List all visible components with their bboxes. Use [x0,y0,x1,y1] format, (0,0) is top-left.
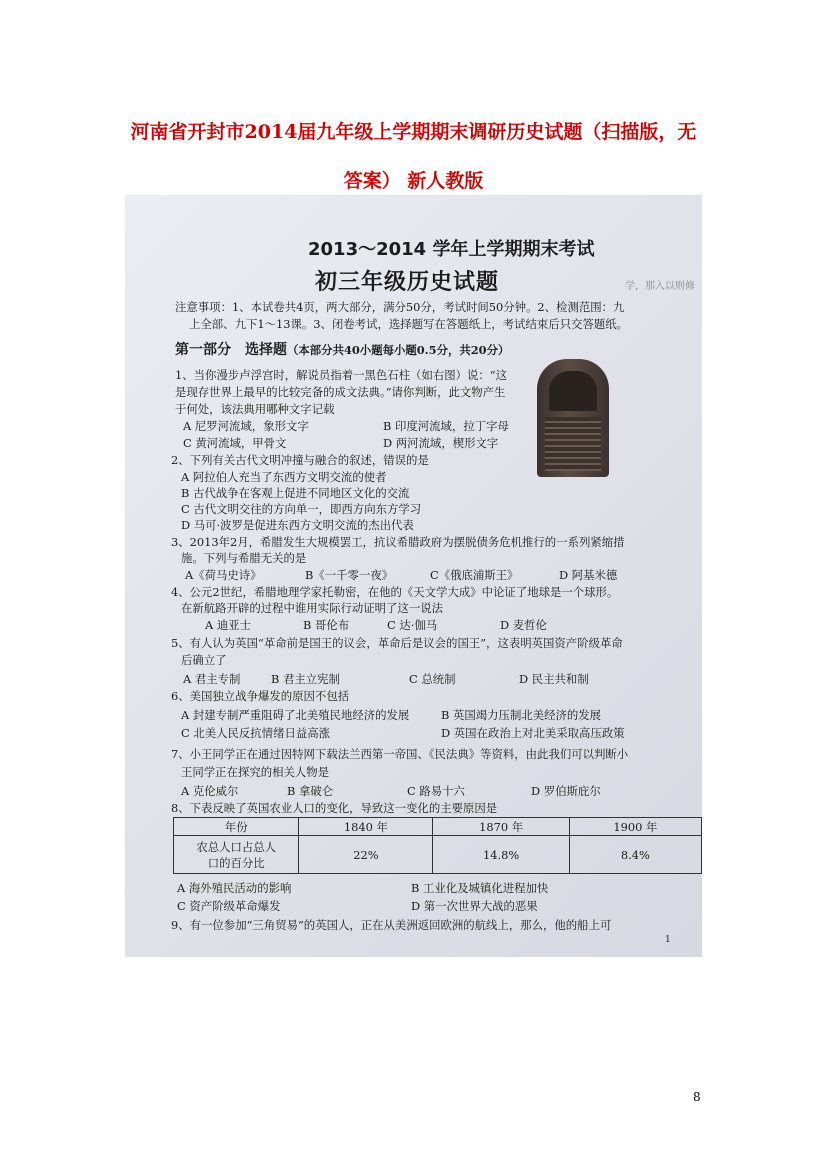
q1-option-d: D 两河流域，楔形文字 [383,436,499,450]
q7-line-2: 王同学正在探究的相关人物是 [181,765,330,779]
q1-line-2: 是现存世界上最早的比较完备的成文法典。”请你判断，此文物产生 [175,385,506,399]
title-line-1: 河南省开封市2014届九年级上学期期末调研历史试题（扫描版，无 [130,121,697,143]
table-row-label [174,836,299,874]
population-table [173,817,702,874]
table-cell: 22% [299,836,433,874]
q2-option-b: B 古代战争在客观上促进不同地区文化的交流 [181,486,410,500]
document-title [60,108,767,206]
q3-line-1: 3、2013年2月，希腊发生大规模罢工，抗议希腊政府为摆脱债务危机推行的一系列紧缩措 [171,535,625,549]
title-line-2: 答案） 新人教版 [343,170,484,192]
q4-line-2: 在新航路开辟的过程中谁用实际行动证明了这一说法 [181,601,443,615]
table-row [174,836,702,874]
q3-option-a: A《荷马史诗》 [185,568,262,582]
q8-stem: 8、下表反映了英国农业人口的变化，导致这一变化的主要原因是 [171,801,498,815]
row-label-line-1: 农总人口占总人 [196,839,277,854]
table-header-cell: 1840 年 [299,818,433,836]
q4-option-d: D 麦哲伦 [500,618,547,632]
q6-option-d: D 英国在政治上对北美采取高压政策 [441,726,625,740]
row-label-line-2: 口的百分比 [207,855,265,870]
q4-option-a: A 迪亚士 [205,618,252,632]
notice-line-1: 注意事项：1、本试卷共4页，两大部分，满分50分，考试时间50分钟。2、检测范围：九 [175,300,625,314]
section-note: （本部分共40小题每小题0.5分，共20分） [287,343,510,357]
q1-option-b: B 印度河流域，拉丁字母 [383,419,509,433]
q2-stem: 2、下列有关古代文明冲撞与融合的叙述，错误的是 [171,453,429,467]
stele-inscription [545,417,601,471]
table-header-row [174,818,702,836]
q2-option-d: D 马可·波罗是促进东西方文明交流的杰出代表 [181,518,414,532]
bleed-through-text: 学，那入以则修 [625,281,695,292]
notice-line-2: 上全部、九下1～13课。3、闭卷考试，选择题写在答题纸上，考试结束后只交答题纸。 [189,317,629,331]
q7-option-d: D 罗伯斯庇尔 [531,784,601,798]
q8-option-b: B 工业化及城镇化进程加快 [411,881,549,895]
q4-option-b: B 哥伦布 [303,618,350,632]
q7-option-b: B 拿破仑 [287,784,334,798]
q1-line-3: 于何处，该法典用哪种文字记载 [175,402,335,416]
q8-option-d: D 第一次世界大战的恶果 [411,899,538,913]
q4-line-1: 4、公元2世纪，希腊地理学家托勒密，在他的《天文学大成》中论证了地球是一个球形。 [171,585,619,599]
q1-line-1: 1、当你漫步卢浮宫时，解说员指着一黑色石柱（如右图）说：“这 [175,368,508,382]
q8-option-a: A 海外殖民活动的影响 [177,881,292,895]
q8-option-c: C 资产阶级革命爆发 [177,899,281,913]
q2-option-c: C 古代文明交往的方向单一，即西方向东方学习 [181,502,422,516]
scan-page-mark: 1 [665,935,671,945]
q1-option-c: C 黄河流域，甲骨文 [183,436,287,450]
table-cell: 14.8% [433,836,569,874]
table-header-cell: 1870 年 [433,818,569,836]
q5-option-b: B 君主立宪制 [271,672,340,686]
q7-line-1: 7、小王同学正在通过因特网下载法兰西第一帝国、《民法典》等资料，由此我们可以判断小 [171,747,629,761]
q3-option-c: C《俄底浦斯王》 [430,568,519,582]
table-header-cell: 年份 [174,818,299,836]
q3-option-b: B《一千零一夜》 [305,568,394,582]
q5-line-2: 后确立了 [181,653,227,667]
q3-option-d: D 阿基米德 [559,568,618,582]
section-heading [175,339,509,359]
q5-line-1: 5、有人认为英国“革命前是国王的议会，革命后是议会的国王”，这表明英国资产阶级革命 [171,636,623,650]
q3-line-2: 施。下列与希腊无关的是 [181,551,307,565]
exam-subtitle: 初三年级历史试题 [315,270,500,295]
section-title: 第一部分 选择题 [175,342,287,358]
q2-option-a: A 阿拉伯人充当了东西方文明交流的使者 [181,470,387,484]
table-cell: 8.4% [569,836,701,874]
q4-option-c: C 达·伽马 [387,618,438,632]
page-number: 8 [693,1090,701,1104]
q1-option-a: A 尼罗河流域，象形文字 [183,419,309,433]
q7-option-a: A 克伦威尔 [181,784,239,798]
q5-option-a: A 君主专制 [183,672,241,686]
q6-option-c: C 北美人民反抗情绪日益高涨 [181,726,331,740]
q5-option-d: D 民主共和制 [519,672,589,686]
q5-option-c: C 总统制 [409,672,456,686]
q7-option-c: C 路易十六 [407,784,465,798]
hammurabi-stele-image [537,359,609,477]
q9-stem: 9、有一位参加“三角贸易”的英国人，正在从美洲返回欧洲的航线上，那么，他的船上可 [171,918,612,932]
table-header-cell: 1900 年 [569,818,701,836]
q6-option-b: B 英国竭力压制北美经济的发展 [441,708,602,722]
stele-relief [549,371,597,411]
scanned-exam-page [125,195,702,957]
q6-stem: 6、美国独立战争爆发的原因不包括 [171,689,350,703]
exam-title: 2013～2014 学年上学期期末考试 [308,239,595,260]
q6-option-a: A 封建专制严重阻碍了北美殖民地经济的发展 [181,708,410,722]
